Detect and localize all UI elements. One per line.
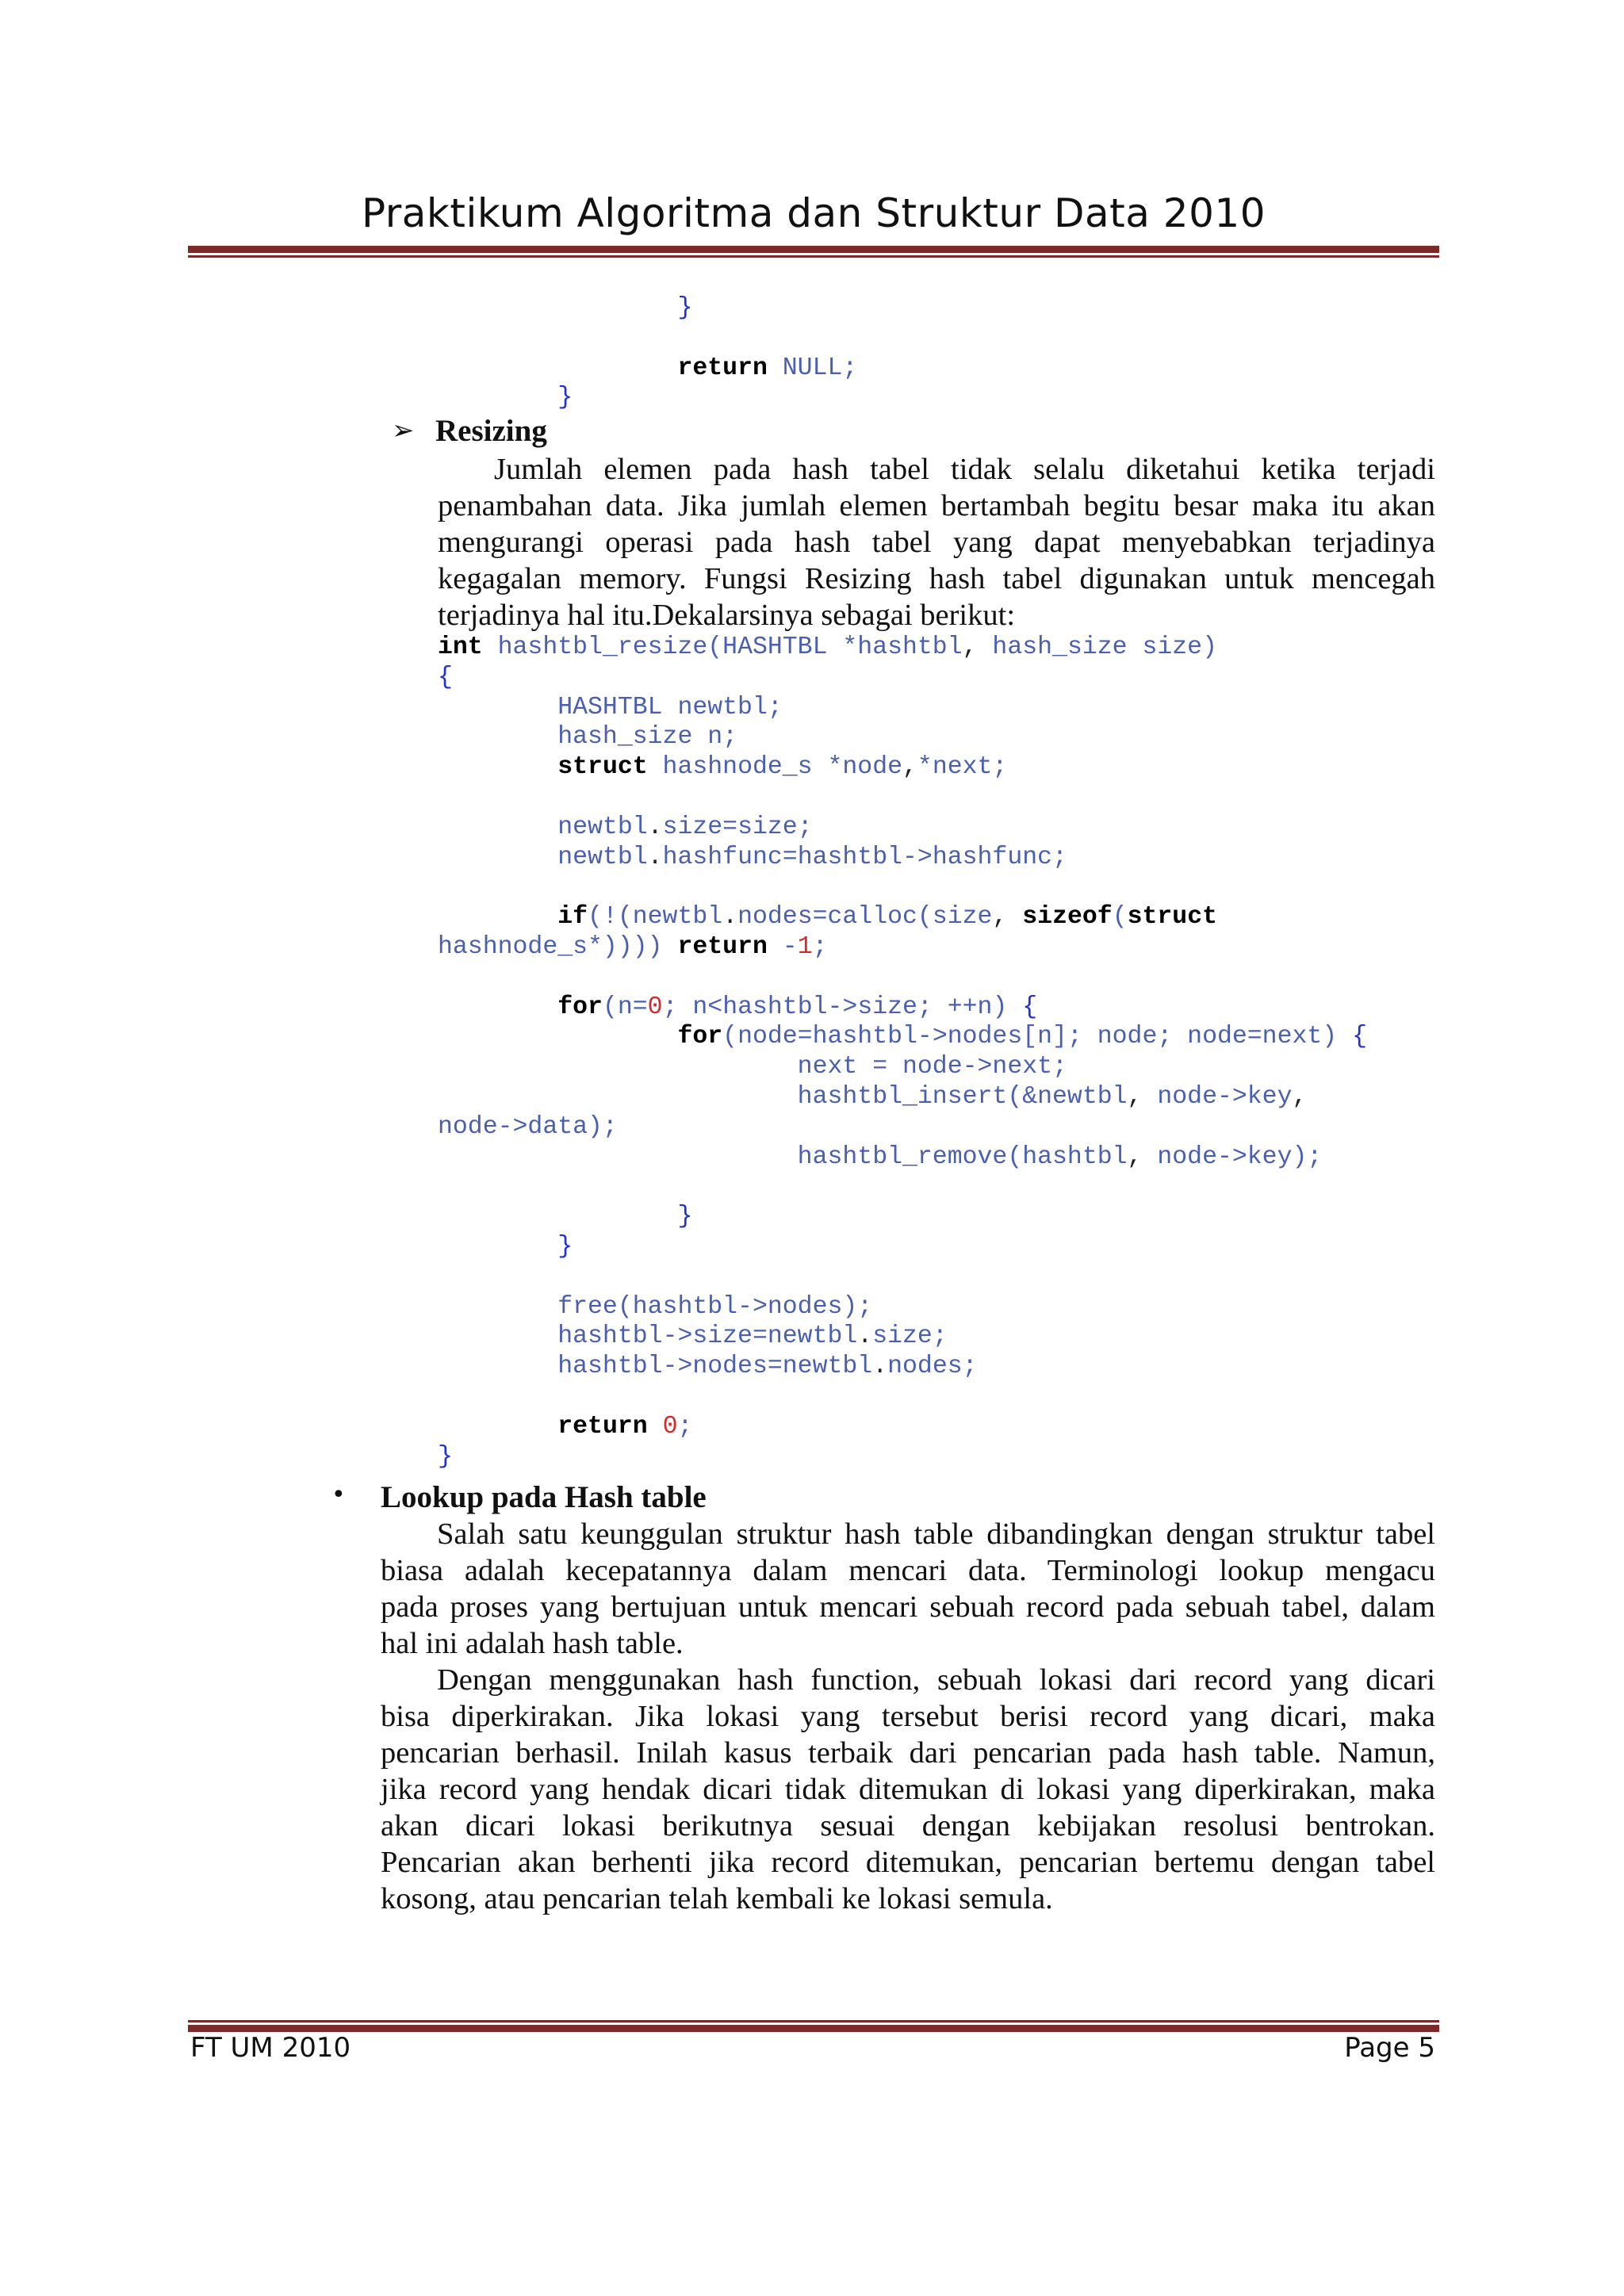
- paragraph-line: penambahan data. Jika jumlah elemen bertambah begitu besar maka itu akan: [438, 489, 1435, 522]
- code-line: for(node=hashtbl->nodes[n]; node; node=next) {: [677, 1023, 1368, 1051]
- code-line: int hashtbl_resize(HASHTBL *hashtbl, hash_size size): [438, 633, 1217, 661]
- paragraph-line: hal ini adalah hash table.: [381, 1627, 684, 1660]
- header-divider: [188, 246, 1439, 258]
- paragraph-line: pada proses yang bertujuan untuk mencari sebuah record pada sebuah tabel, dalam: [381, 1590, 1435, 1624]
- paragraph-line: kosong, atau pencarian telah kembali ke lokasi semula.: [381, 1882, 1053, 1915]
- code-line: return 0;: [557, 1412, 693, 1441]
- code-line: hashtbl->nodes=newtbl.nodes;: [438, 1353, 978, 1381]
- code-line: [438, 872, 1367, 902]
- resizing-paragraph: [438, 451, 1435, 633]
- code-line: next = node->next;: [438, 1053, 1067, 1081]
- code-line: }: [677, 1203, 693, 1231]
- code-line: newtbl.size=size;: [438, 813, 813, 841]
- page-header-title: Praktikum Algoritma dan Struktur Data 2010: [361, 190, 1266, 236]
- code-line: free(hashtbl->nodes);: [438, 1292, 873, 1321]
- code-line: if(!(newtbl.nodes=calloc(size, sizeof(struct: [557, 903, 1218, 932]
- code-line: hashtbl->size=newtbl.size;: [438, 1322, 948, 1351]
- code-line: [438, 1262, 1367, 1292]
- paragraph-line: mengurangi operasi pada hash tabel yang dapat menyebabkan terjadinya: [438, 526, 1435, 559]
- paragraph-line: terjadinya hal itu.Dekalarsinya sebagai berikut:: [438, 599, 1016, 632]
- code-line: [438, 1382, 1367, 1412]
- paragraph-line: Salah satu keunggulan struktur hash table dibandingkan dengan struktur tabel: [437, 1517, 1435, 1551]
- code-line: for(n=0; n<hashtbl->size; ++n) {: [557, 993, 1038, 1021]
- code-line: newtbl.hashfunc=hashtbl->hashfunc;: [438, 843, 1067, 871]
- lookup-heading: Lookup pada Hash table: [381, 1480, 707, 1514]
- paragraph-line: Jumlah elemen pada hash tabel tidak selalu diketahui ketika terjadi: [494, 453, 1435, 486]
- paragraph-line: Dengan menggunakan hash function, sebuah lokasi dari record yang dicari: [437, 1663, 1435, 1697]
- hashtbl-resize-code: [438, 633, 1367, 1471]
- footer-page-number: Page 5: [1344, 2032, 1435, 2064]
- paragraph-line: pencarian berhasil. Inilah kasus terbaik dari pencarian pada hash table. Namun,: [381, 1736, 1435, 1770]
- code-line: }: [438, 1442, 453, 1471]
- resizing-heading: Resizing: [435, 414, 547, 448]
- code-line: HASHTBL newtbl;: [438, 693, 783, 721]
- paragraph-line: biasa adalah kecepatannya dalam mencari data. Terminologi lookup mengacu: [381, 1554, 1435, 1587]
- code-line: [438, 962, 1367, 993]
- code-line: [438, 783, 1367, 813]
- code-line: hashtbl_remove(hashtbl, node->key);: [438, 1142, 1323, 1171]
- footer-left-text: FT UM 2010: [190, 2032, 351, 2064]
- lookup-paragraph-2: [381, 1662, 1435, 1917]
- paragraph-line: jika record yang hendak dicari tidak ditemukan di lokasi yang diperkirakan, maka: [381, 1773, 1435, 1806]
- footer-divider: [188, 2020, 1439, 2032]
- paragraph-line: kegagalan memory. Fungsi Resizing hash tabel digunakan untuk mencegah: [438, 562, 1435, 595]
- code-line: hashtbl_insert(&newtbl, node->key,: [438, 1082, 1308, 1111]
- paragraph-line: akan dicari lokasi berikutnya sesuai dengan kebijakan resolusi bentrokan.: [381, 1809, 1435, 1843]
- round-bullet-icon: •: [331, 1481, 346, 1509]
- code-line: }: [557, 1232, 573, 1261]
- code-line: [438, 1172, 1367, 1202]
- code-line: {: [438, 663, 453, 691]
- code-line: hashnode_s*)))) return -1;: [438, 932, 828, 961]
- code-line: struct hashnode_s *node,*next;: [557, 753, 1008, 782]
- paragraph-line: bisa diperkirakan. Jika lokasi yang tersebut berisi record yang dicari, maka: [381, 1700, 1435, 1733]
- code-line: node->data);: [438, 1112, 618, 1141]
- code-line: hash_size n;: [438, 723, 738, 752]
- paragraph-line: Pencarian akan berhenti jika record ditemukan, pencarian bertemu dengan tabel: [381, 1846, 1435, 1879]
- lookup-paragraph-1: [381, 1516, 1435, 1662]
- code-fragment-top: } return NULL; }: [557, 294, 858, 412]
- arrowhead-bullet-icon: ➢: [392, 415, 415, 446]
